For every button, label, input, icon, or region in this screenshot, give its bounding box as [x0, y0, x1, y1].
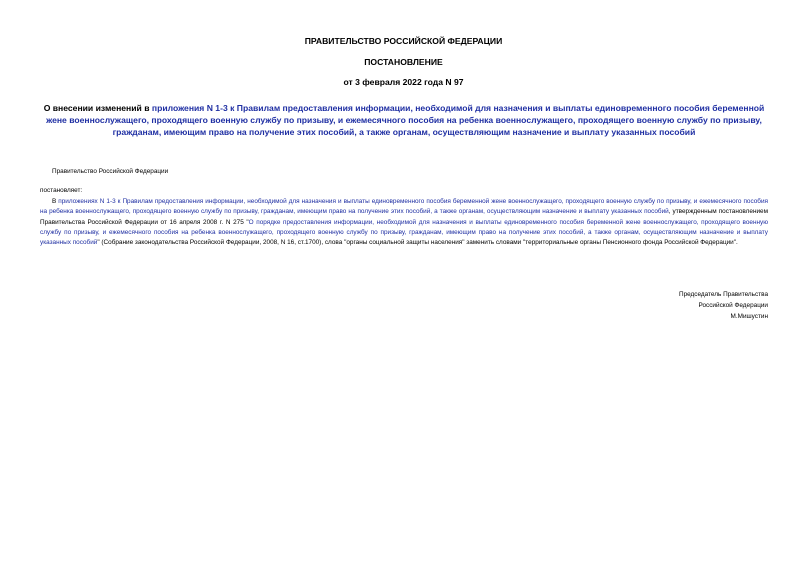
document-date-number: от 3 февраля 2022 года N 97	[343, 77, 464, 87]
paragraph-start: В	[52, 198, 59, 205]
signature-position-line1: Председатель Правительства	[679, 291, 768, 298]
government-label: Правительство Российской Федерации	[52, 168, 169, 175]
title-prefix: О внесении изменений в	[43, 103, 152, 113]
resolution-paragraph	[40, 197, 768, 248]
appendix-link[interactable]: приложениях N 1-3 к Правилам предоставления информации, необходимой для назначения и выплаты единовременного пособия беременной жене военнослужащего, проходящего военную службу по призыву, и ежемесячного пособия на ребенка военнослужащего, проходящего военную службу по призыву, гражданам, имеющим право на получение этих пособий, а также органам, осуществляющим назначение и выплату указанных пособий	[40, 198, 768, 216]
document-type-heading: ПОСТАНОВЛЕНИЕ	[364, 57, 443, 67]
signatory-name: М.Мишустин	[730, 313, 768, 320]
title-link[interactable]: приложения N 1-3 к Правилам предоставления информации, необходимой для назначения и выплаты единовременного пособия беременной жене военнослужащего, проходящего военную службу по призыву, и ежемесячного пособия на ребенка военнослужащего, проходящего военную службу по призыву, гражданам, имеющим право на получение этих пособий, а также органам, осуществляющим назначение и выплату указанных пособий	[46, 103, 765, 138]
resolution-275-link[interactable]: О порядке предоставления информации, необходимой для назначения и выплаты единовременного пособия беременной жене военнослужащего, проходящего военную службу по призыву, и ежемесячного пособия на ребенка военнослужащего, проходящего военную службу по призыву, гражданам, имеющим право на получение этих пособий, а также органам, осуществляющим назначение и выплату указанных пособий	[40, 218, 768, 247]
document-title	[40, 102, 768, 139]
issuer-heading: ПРАВИТЕЛЬСТВО РОССИЙСКОЙ ФЕДЕРАЦИИ	[304, 36, 503, 46]
signature-position-line2: Российской Федерации	[698, 302, 768, 309]
paragraph-middle: , утвержденным постановлением Правительства Российской Федерации от 16 апреля 2008 г. N 275 "	[40, 208, 768, 226]
paragraph-end: " (Собрание законодательства Российской Федерации, 2008, N 16, ст.1700), слова "органы социальной защиты населения" заменить словами "территориальные органы Пенсионного фонда Российской Федерации".	[97, 239, 738, 247]
resolves-label: постановляет:	[40, 187, 83, 194]
